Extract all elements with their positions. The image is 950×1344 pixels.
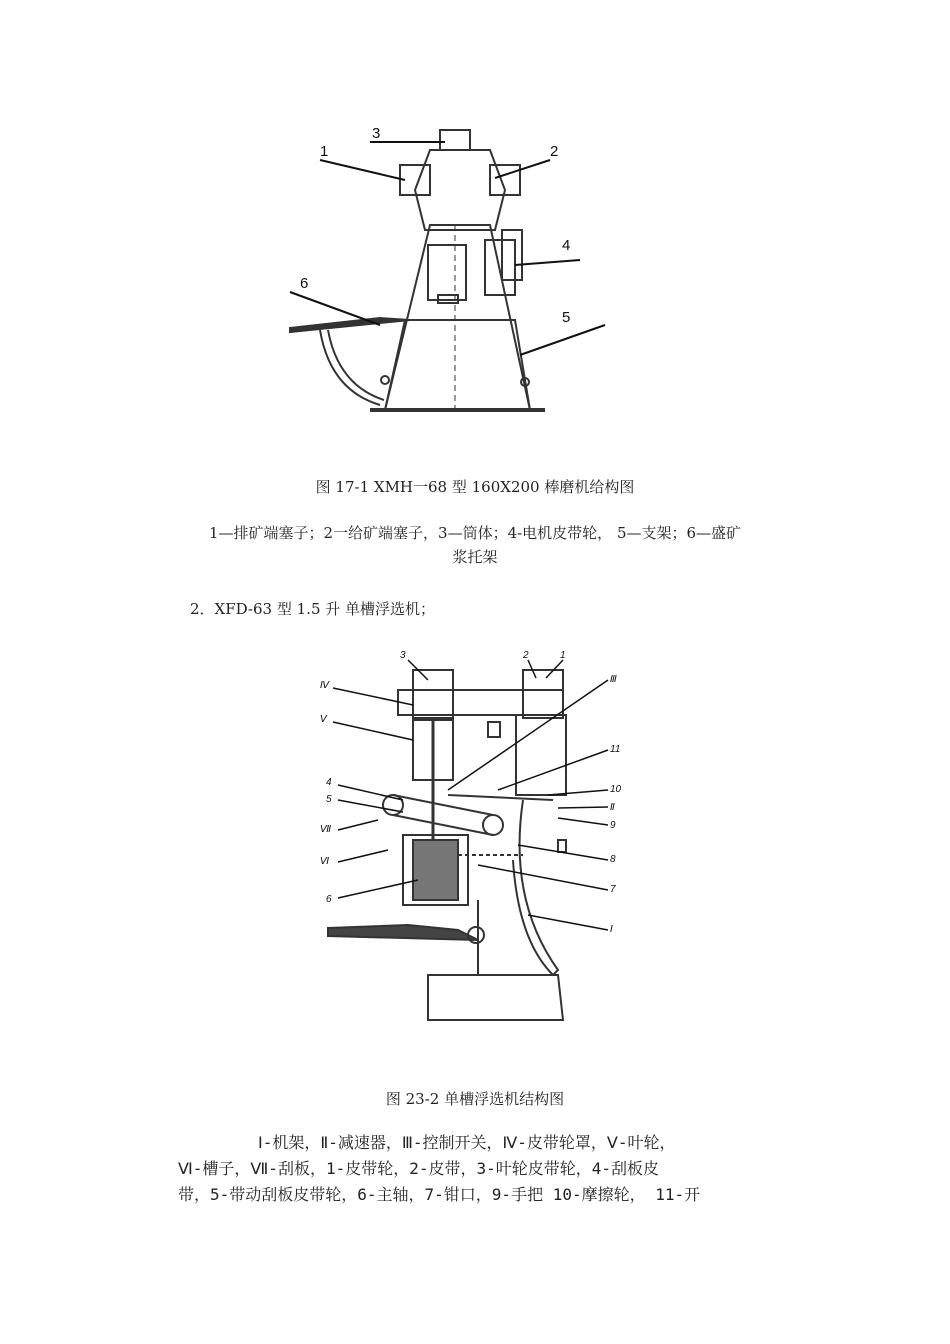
fig2-label-10: 10 [610, 784, 622, 795]
fig2-label-v: Ⅴ [320, 714, 327, 725]
figure1-legend-line1: 1—排矿端塞子；2一给矿端塞子，3—筒体；4-电机皮带轮， 5—支架；6—盛矿 [208, 524, 742, 542]
figure-flotation-machine [318, 640, 648, 1030]
fig2-label-iii: Ⅲ [610, 674, 617, 685]
figure2-caption: 图 23-2 单槽浮选机结构图 [385, 1090, 565, 1108]
figure1-legend-line2: 浆托架 [452, 548, 498, 566]
fig2-label-9: 9 [610, 820, 616, 831]
figure1-legend [160, 521, 790, 569]
fig2-label-3: 3 [400, 650, 406, 661]
rod-mill-drawing [280, 120, 620, 430]
fig2-label-6: 6 [326, 894, 332, 905]
fig1-label-5: 5 [562, 309, 571, 326]
fig2-label-i: Ⅰ [610, 924, 613, 935]
fig2-label-8: 8 [610, 854, 616, 865]
fig1-label-3: 3 [372, 125, 381, 142]
figure1-caption: 图 17-1 XMH一68 型 160X200 棒磨机给构图 [315, 478, 635, 496]
section-heading: 2．XFD-63 型 1.5 升 单槽浮选机； [190, 600, 436, 618]
figure2-legend-text [178, 1130, 778, 1208]
fig1-label-6: 6 [300, 275, 309, 292]
body-line-1: Ⅰ-机架，Ⅱ-减速器，Ⅲ-控制开关，Ⅳ-皮带轮罩，Ⅴ-叶轮， [258, 1133, 676, 1152]
fig2-label-vi: Ⅵ [320, 856, 330, 867]
figure-rod-mill [280, 120, 620, 430]
fig1-label-2: 2 [550, 143, 559, 160]
body-line-2: Ⅵ-槽子，Ⅶ-刮板，1-皮带轮，2-皮带，3-叶轮皮带轮，4-刮板皮 [178, 1159, 660, 1178]
fig2-label-2: 2 [523, 650, 529, 661]
fig2-label-ii: Ⅱ [610, 802, 615, 813]
fig1-label-1: 1 [320, 143, 329, 160]
fig2-label-7: 7 [610, 884, 616, 895]
fig2-label-1: 1 [560, 650, 566, 661]
fig2-label-4: 4 [326, 777, 332, 788]
fig2-label-11: 11 [610, 744, 621, 755]
body-line-3: 带，5-带动刮板皮带轮，6-主轴，7-钳口，9-手把 10-摩擦轮， 11-开 [178, 1185, 701, 1204]
fig2-label-5: 5 [326, 794, 332, 805]
fig2-label-vii: Ⅶ [320, 824, 332, 835]
fig2-label-iv: Ⅳ [320, 680, 330, 691]
flotation-machine-drawing [318, 640, 648, 1030]
fig1-label-4: 4 [562, 237, 571, 254]
